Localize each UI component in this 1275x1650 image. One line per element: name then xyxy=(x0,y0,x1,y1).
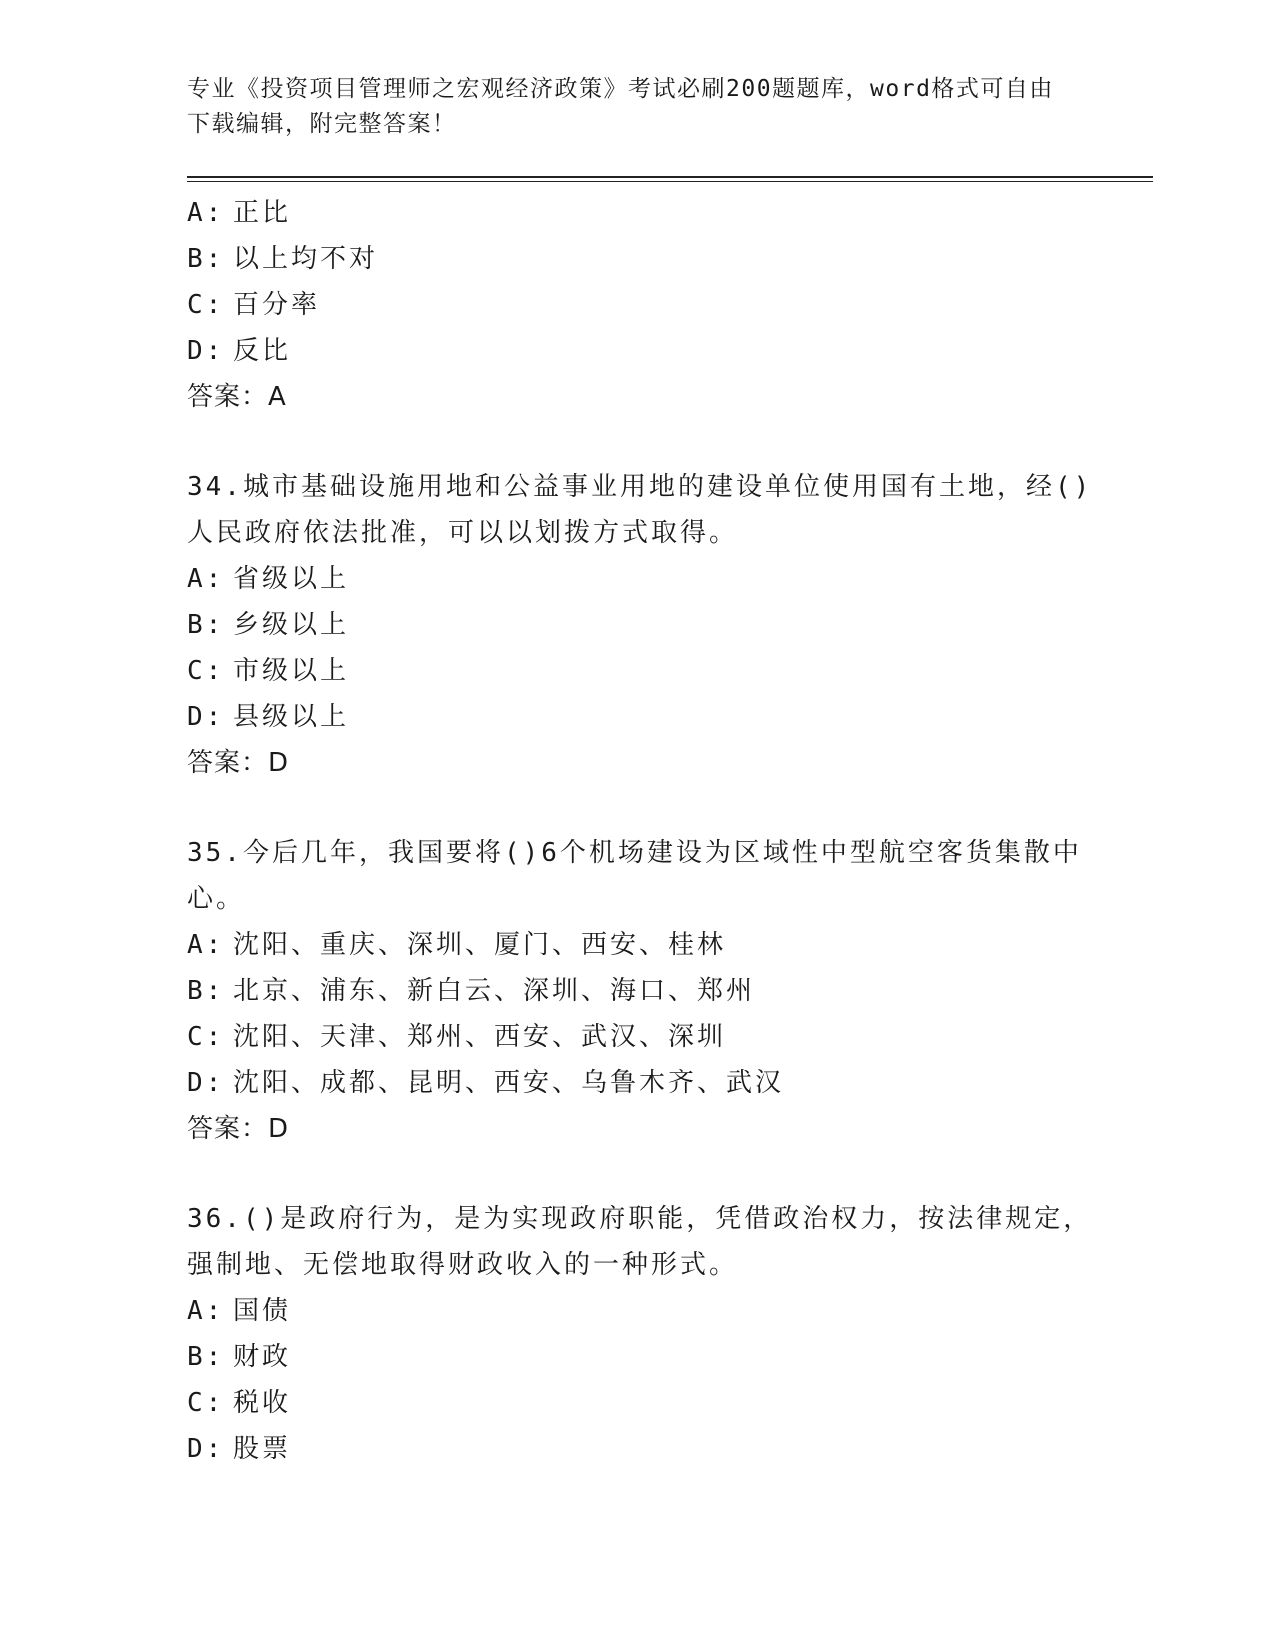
option-text: 县级以上 xyxy=(233,702,350,732)
option-key: B: xyxy=(187,1342,225,1372)
option-key: D: xyxy=(187,702,225,732)
spacer xyxy=(187,420,1087,464)
option-d xyxy=(187,694,1087,740)
option-text: 乡级以上 xyxy=(233,610,350,640)
answer-line: 答案：A xyxy=(187,382,287,412)
option-text: 国债 xyxy=(233,1296,292,1326)
option-c xyxy=(187,648,1087,694)
option-text: 沈阳、重庆、深圳、厦门、西安、桂林 xyxy=(233,930,727,960)
question-text-line-1: 34.城市基础设施用地和公益事业用地的建设单位使用国有土地，经() xyxy=(187,472,1093,502)
question-35 xyxy=(187,830,1087,1152)
question-list xyxy=(187,190,1093,1472)
question-36 xyxy=(187,1196,1093,1472)
option-key: A: xyxy=(187,930,225,960)
option-text: 税收 xyxy=(233,1388,292,1418)
option-d xyxy=(187,1426,1087,1472)
option-key: C: xyxy=(187,290,225,320)
option-text: 股票 xyxy=(233,1434,292,1464)
option-key: D: xyxy=(187,1068,225,1098)
answer-line: 答案：D xyxy=(187,748,290,778)
option-b xyxy=(187,1334,1087,1380)
option-key: C: xyxy=(187,1388,225,1418)
option-key: D: xyxy=(187,1434,225,1464)
option-text: 反比 xyxy=(233,336,292,366)
option-text: 正比 xyxy=(233,198,292,228)
question-33-continued xyxy=(187,190,1087,420)
question-34 xyxy=(187,464,1093,786)
header-divider-thick xyxy=(187,176,1153,178)
option-key: B: xyxy=(187,244,225,274)
header-line-2: 下载编辑，附完整答案！ xyxy=(187,111,457,137)
option-key: B: xyxy=(187,976,225,1006)
question-text-line-1: 36.()是政府行为，是为实现政府职能，凭借政治权力，按法律规定， xyxy=(187,1204,1093,1234)
option-key: A: xyxy=(187,564,225,594)
option-a xyxy=(187,1288,1087,1334)
option-c xyxy=(187,1014,1087,1060)
option-key: B: xyxy=(187,610,225,640)
option-text: 北京、浦东、新白云、深圳、海口、郑州 xyxy=(233,976,756,1006)
option-text: 沈阳、成都、昆明、西安、乌鲁木齐、武汉 xyxy=(233,1068,785,1098)
spacer xyxy=(187,1152,1087,1196)
option-a xyxy=(187,922,1087,968)
option-key: A: xyxy=(187,1296,225,1326)
option-d xyxy=(187,328,1087,374)
option-text: 财政 xyxy=(233,1342,292,1372)
option-key: A: xyxy=(187,198,225,228)
question-text-line-2: 强制地、无偿地取得财政收入的一种形式。 xyxy=(187,1250,739,1280)
question-text-line-1: 35.今后几年，我国要将()6个机场建设为区域性中型航空客货集散中 xyxy=(187,838,1082,868)
option-a xyxy=(187,190,1087,236)
question-text-line-2: 心。 xyxy=(187,884,246,914)
spacer xyxy=(187,786,1087,830)
option-b xyxy=(187,602,1087,648)
option-key: D: xyxy=(187,336,225,366)
option-a xyxy=(187,556,1087,602)
option-text: 百分率 xyxy=(233,290,321,320)
option-c xyxy=(187,282,1087,328)
option-key: C: xyxy=(187,1022,225,1052)
option-text: 市级以上 xyxy=(233,656,350,686)
header-line-1: 专业《投资项目管理师之宏观经济政策》考试必刷200题题库，word格式可自由 xyxy=(187,76,1054,102)
option-b xyxy=(187,236,1087,282)
header-divider-thin xyxy=(187,181,1153,182)
option-text: 省级以上 xyxy=(233,564,350,594)
option-d xyxy=(187,1060,1087,1106)
option-text: 沈阳、天津、郑州、西安、武汉、深圳 xyxy=(233,1022,727,1052)
option-key: C: xyxy=(187,656,225,686)
option-c xyxy=(187,1380,1087,1426)
option-text: 以上均不对 xyxy=(233,244,379,274)
answer-line: 答案：D xyxy=(187,1114,290,1144)
document-header xyxy=(187,72,1087,142)
option-b xyxy=(187,968,1087,1014)
question-text-line-2: 人民政府依法批准，可以以划拨方式取得。 xyxy=(187,518,739,548)
